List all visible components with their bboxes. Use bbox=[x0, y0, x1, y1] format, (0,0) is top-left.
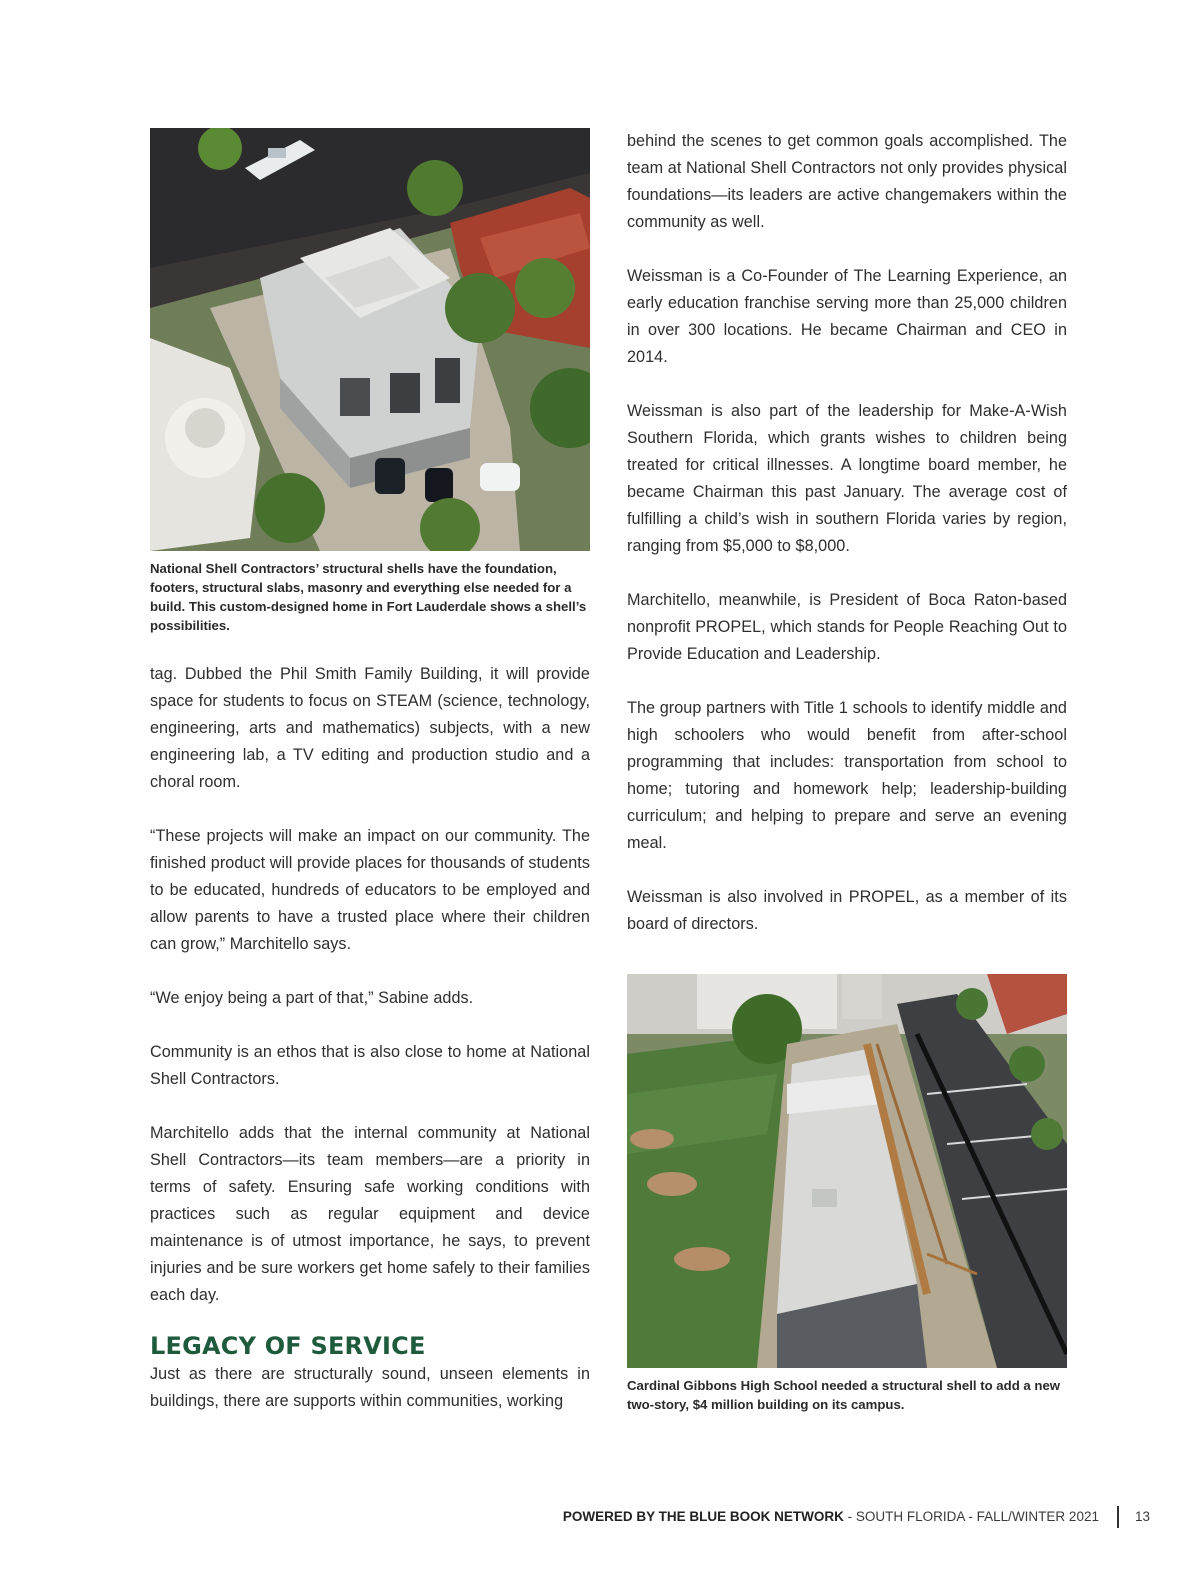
paragraph-gap bbox=[627, 857, 1067, 884]
paragraph-gap bbox=[627, 236, 1067, 263]
paragraph-gap bbox=[627, 371, 1067, 398]
spacer bbox=[150, 635, 590, 661]
right-column bbox=[627, 128, 1067, 1414]
spacer bbox=[627, 938, 1067, 974]
paragraph-gap bbox=[627, 560, 1067, 587]
body-paragraph: Community is an ethos that is also close to home at National Shell Contractors. bbox=[150, 1043, 590, 1088]
footer-brand: POWERED BY THE BLUE BOOK NETWORK bbox=[562, 1509, 844, 1524]
footer-edition: - SOUTH FLORIDA - FALL/WINTER 2021 bbox=[843, 1509, 1099, 1524]
page-footer bbox=[563, 1506, 1150, 1528]
paragraph-gap bbox=[627, 668, 1067, 695]
left-column bbox=[150, 128, 590, 1415]
page-number: 13 bbox=[1134, 1509, 1150, 1524]
paragraph-gap bbox=[150, 796, 590, 823]
body-paragraph: “We enjoy being a part of that,” Sabine adds. bbox=[150, 989, 474, 1007]
spacer bbox=[150, 1309, 590, 1331]
shell-home-photo bbox=[150, 128, 590, 551]
paragraph-gap bbox=[150, 1093, 590, 1120]
body-paragraph: Marchitello, meanwhile, is President of Boca Raton-based nonprofit PROPEL, which stands for People Reaching Out to Provide Education and Leadership. bbox=[627, 591, 1067, 663]
paragraph-gap bbox=[150, 1012, 590, 1039]
photo-caption: Cardinal Gibbons High School needed a structural shell to add a new two-story, $4 million building on its campus. bbox=[627, 1378, 1061, 1412]
photo-caption: National Shell Contractors’ structural shells have the foundation, footers, structural slabs, masonry and everything else needed for a build. This custom-designed home in Fort Lauderdale shows a shell’s possibilities. bbox=[150, 561, 587, 633]
school-building-photo bbox=[627, 974, 1067, 1368]
body-paragraph: Weissman is also part of the leadership for Make-A-Wish Southern Florida, which grants wishes to children being treated for critical illnesses. A longtime board member, he became Chairman this past January. The average cost of fulfilling a child’s wish in southern Florida varies by region, ranging from $5,000 to $8,000. bbox=[627, 402, 1067, 555]
school-building-image bbox=[627, 974, 1067, 1368]
body-paragraph: behind the scenes to get common goals accomplished. The team at National Shell Contractors not only provides physical foundations—its leaders are active changemakers within the community as well. bbox=[627, 132, 1067, 231]
footer-divider bbox=[1117, 1506, 1119, 1528]
body-paragraph: The group partners with Title 1 schools to identify middle and high schoolers who would benefit from after-school programming that includes: transportation from school to home; tutoring and homework help; leadership-building curriculum; and helping to prepare and serve an evening meal. bbox=[627, 699, 1067, 852]
body-paragraph: Just as there are structurally sound, unseen elements in buildings, there are supports within communities, working bbox=[150, 1365, 590, 1410]
body-paragraph: “These projects will make an impact on our community. The finished product will provide places for thousands of students to be educated, hundreds of educators to be employed and allow parents to have a trusted place where their children can grow,” Marchitello says. bbox=[150, 827, 590, 953]
shell-home-image bbox=[150, 128, 590, 551]
body-paragraph: Marchitello adds that the internal community at National Shell Contractors—its team members—are a priority in terms of safety. Ensuring safe working conditions with practices such as regular equipment and device maintenance is of utmost importance, he says, to prevent injuries and be sure workers get home safely to their families each day. bbox=[150, 1124, 590, 1304]
body-paragraph: Weissman is a Co-Founder of The Learning Experience, an early education franchise serving more than 25,000 children in over 300 locations. He became Chairman and CEO in 2014. bbox=[627, 267, 1067, 366]
body-paragraph: tag. Dubbed the Phil Smith Family Building, it will provide space for students to focus on STEAM (science, technology, engineering, arts and mathematics) subjects, with a new engineering lab, a TV editing and production studio and a choral room. bbox=[150, 665, 590, 791]
paragraph-gap bbox=[150, 958, 590, 985]
section-heading: LEGACY OF SERVICE bbox=[150, 1332, 426, 1360]
body-paragraph: Weissman is also involved in PROPEL, as a member of its board of directors. bbox=[627, 888, 1067, 933]
